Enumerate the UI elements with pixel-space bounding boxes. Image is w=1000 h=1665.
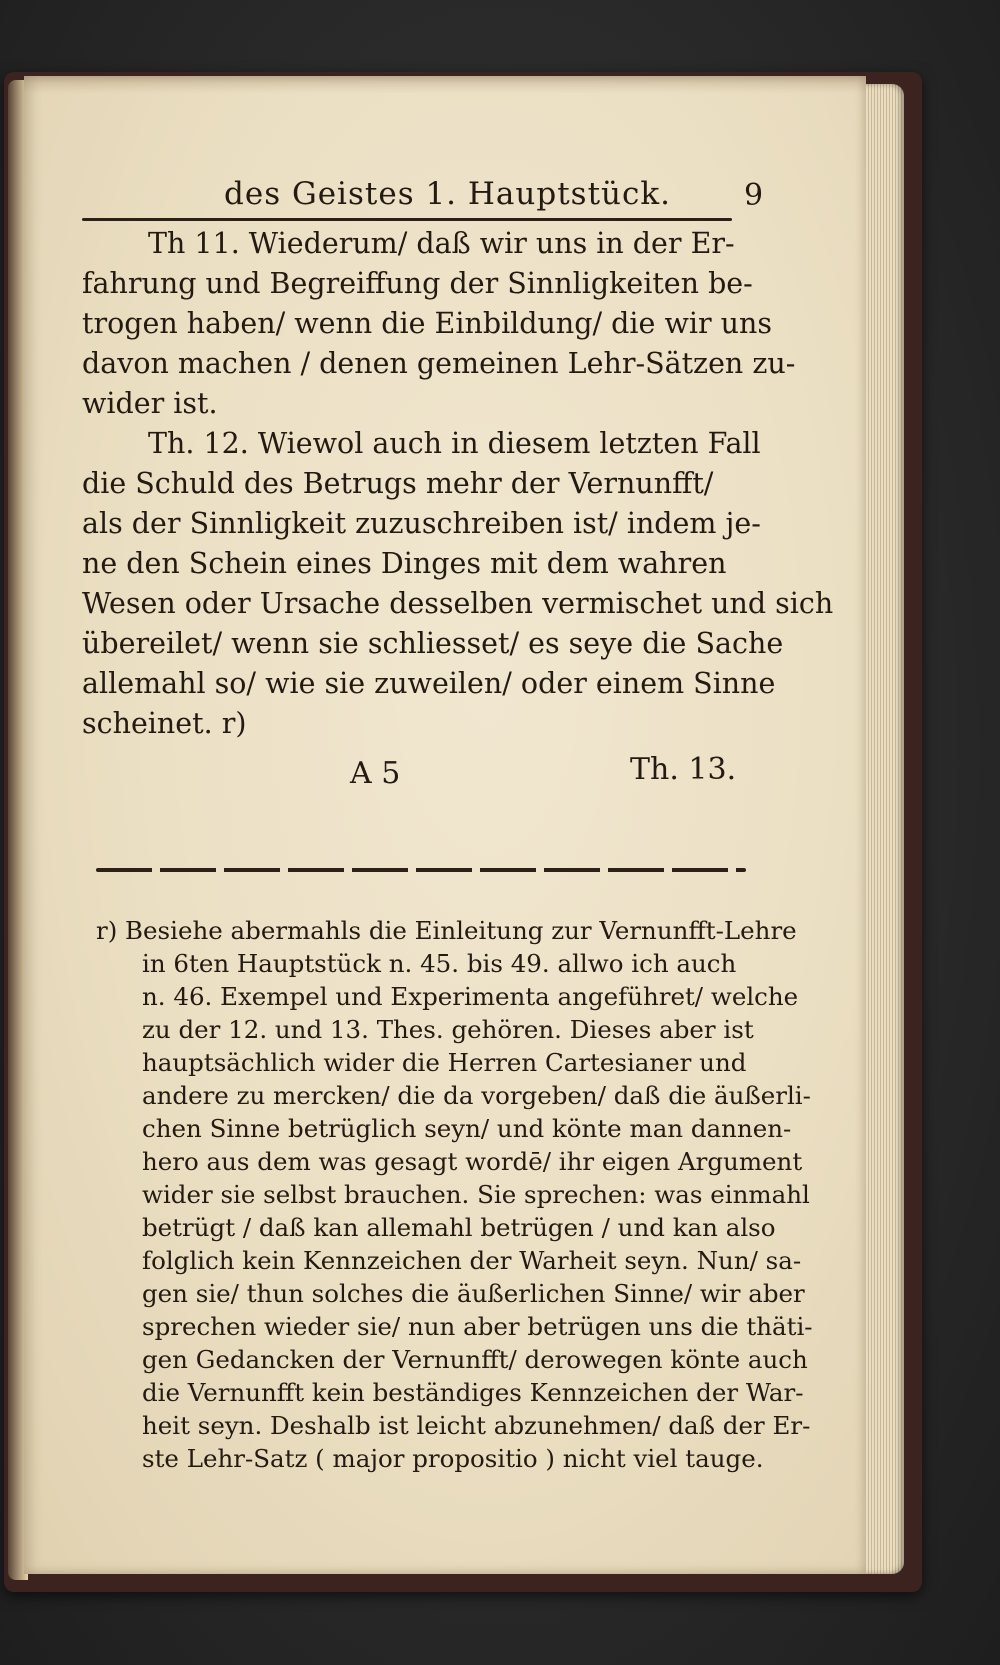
footnote-line: r) Besiehe abermahls die Einleitung zur Vernunfft-Lehre xyxy=(96,916,797,945)
text-line: die Schuld des Betrugs mehr der Vernunfft/ xyxy=(82,467,714,500)
footnote-line: hauptsächlich wider die Herren Cartesianer und xyxy=(142,1048,747,1077)
footnote-separator xyxy=(96,868,746,872)
footnote-line: ste Lehr-Satz ( major propositio ) nicht viel tauge. xyxy=(142,1444,764,1473)
footnote-line: gen sie/ thun solches die äußerlichen Sinne/ wir aber xyxy=(142,1279,805,1308)
text-line: wider ist. xyxy=(82,387,218,420)
footnote-line: zu der 12. und 13. Thes. gehören. Dieses aber ist xyxy=(142,1015,754,1044)
footnote-line: gen Gedancken der Vernunfft/ derowegen könte auch xyxy=(142,1345,808,1374)
text-line: scheinet. r) xyxy=(82,707,247,740)
signature-mark: A 5 xyxy=(350,756,401,791)
footnote-line: die Vernunfft kein beständiges Kennzeichen der War- xyxy=(142,1378,804,1407)
text-line: Wesen oder Ursache desselben vermischet und sich xyxy=(82,587,834,620)
catchword: Th. 13. xyxy=(630,752,737,787)
header-rule xyxy=(82,218,732,221)
text-line: als der Sinnligkeit zuzuschreiben ist/ indem je- xyxy=(82,507,761,540)
footnote-line: sprechen wieder sie/ nun aber betrügen uns die thäti- xyxy=(142,1312,813,1341)
footnote-line: in 6ten Hauptstück n. 45. bis 49. allwo ich auch xyxy=(142,949,737,978)
catchword-line xyxy=(82,752,742,796)
text-line: trogen haben/ wenn die Einbildung/ die wir uns xyxy=(82,307,772,340)
text-line: ne den Schein eines Dinges mit dem wahren xyxy=(82,547,727,580)
footnote-line: heit seyn. Deshalb ist leicht abzunehmen/ daß der Er- xyxy=(142,1411,811,1440)
footnote-block xyxy=(96,914,813,1475)
running-head xyxy=(224,176,784,220)
page-number: 9 xyxy=(744,178,764,213)
footnote-line: betrügt / daß kan allemahl betrügen / und kan also xyxy=(142,1213,776,1242)
footnote-line: wider sie selbst brauchen. Sie sprechen: was einmahl xyxy=(142,1180,810,1209)
footnote-line: chen Sinne betrüglich seyn/ und könte man dannen- xyxy=(142,1114,792,1143)
text-line: allemahl so/ wie sie zuweilen/ oder einem Sinne xyxy=(82,667,776,700)
text-line: fahrung und Begreiffung der Sinnligkeiten be- xyxy=(82,267,753,300)
running-head-title: des Geistes 1. Hauptstück. xyxy=(224,176,671,212)
footnote-line: n. 46. Exempel und Experimenta angeführet/ welche xyxy=(142,982,799,1011)
main-text-block xyxy=(82,224,834,744)
text-line: übereilet/ wenn sie schliesset/ es seye die Sache xyxy=(82,627,784,660)
book-page xyxy=(24,76,866,1574)
page-edges xyxy=(860,84,904,1574)
footnote-line: folglich kein Kennzeichen der Warheit seyn. Nun/ sa- xyxy=(142,1246,802,1275)
text-line: Th 11. Wiederum/ daß wir uns in der Er- xyxy=(148,227,735,260)
text-line: davon machen / denen gemeinen Lehr-Sätzen zu- xyxy=(82,347,796,380)
page-shadow xyxy=(24,76,866,94)
text-line: Th. 12. Wiewol auch in diesem letzten Fall xyxy=(148,427,761,460)
footnote-line: hero aus dem was gesagt wordē/ ihr eigen Argument xyxy=(142,1147,803,1176)
footnote-line: andere zu mercken/ die da vorgeben/ daß die äußerli- xyxy=(142,1081,811,1110)
